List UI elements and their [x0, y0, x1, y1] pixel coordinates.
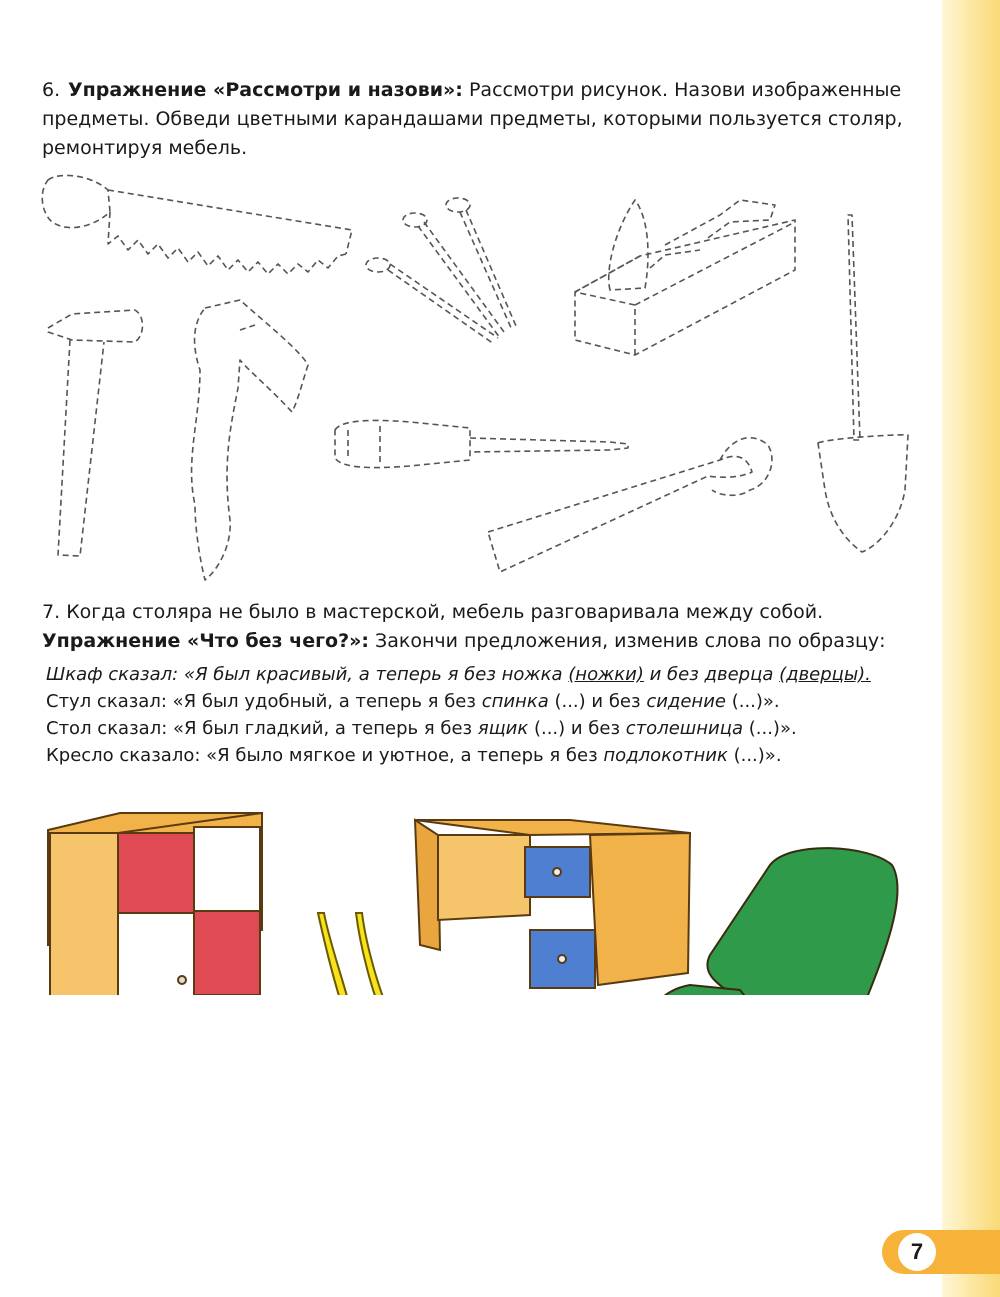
- sentence-chair-word-2: сидение: [646, 691, 726, 712]
- example-end: .: [865, 664, 871, 685]
- task-7-number: 7.: [42, 601, 61, 623]
- task-7-instruction: Закончи предложения, изменив слова по образцу:: [375, 630, 886, 652]
- example-answer-2: (дверцы): [779, 664, 866, 685]
- sentence-table-lead: Стол сказал: «Я был гладкий, а теперь я без: [46, 718, 473, 739]
- tools-illustration: [0, 160, 940, 590]
- decorative-side-band: [942, 0, 1000, 1297]
- sentence-armchair-lead: Кресло сказало: «Я было мягкое и уютное, а теперь я без: [46, 745, 598, 766]
- spade-outline: [818, 215, 908, 552]
- sentence-chair-word-1: спинка: [481, 691, 549, 712]
- example-mid: и без дверца: [649, 664, 774, 685]
- sentences-block: [46, 661, 926, 769]
- screwdriver-outline: [335, 420, 628, 467]
- task-6: [42, 76, 912, 163]
- example-sentence: [46, 661, 926, 688]
- task-7-title: Упражнение «Что без чего?»:: [42, 630, 369, 652]
- sentence-chair: [46, 688, 926, 715]
- sentence-chair-lead: Стул сказал: «Я был удобный, а теперь я без: [46, 691, 476, 712]
- cabinet-door-white-top: [194, 827, 260, 911]
- axe-outline: [192, 300, 308, 580]
- sentence-armchair-end: (...)».: [733, 745, 782, 766]
- task-7: [42, 598, 912, 656]
- example-answer-1: (ножки): [568, 664, 644, 685]
- cabinet: [48, 813, 262, 995]
- cabinet-door-red-top: [118, 833, 194, 913]
- saw-outline: [42, 175, 352, 274]
- task-7-intro: Когда столяра не было в мастерской, мебель разговаривала между собой.: [66, 601, 824, 623]
- sentence-armchair: [46, 742, 926, 769]
- pincers-outline: [488, 438, 772, 572]
- page-number: 7: [898, 1233, 936, 1271]
- sentence-chair-end: (...)».: [731, 691, 780, 712]
- furniture-scene: [0, 805, 940, 995]
- sentence-chair-mid: (...) и без: [554, 691, 641, 712]
- task-6-text: Рассмотри рисунок. Назови изображенные предметы. Обведи цветными карандашами предметы, которыми пользуется столяр, ремонтируя мебель.: [42, 79, 903, 159]
- hammer-outline: [48, 310, 143, 556]
- cabinet-door-red-mid: [194, 911, 260, 995]
- plane-outline: [575, 200, 795, 355]
- chair: [318, 913, 475, 995]
- sentence-armchair-word-1: подлокотник: [603, 745, 728, 766]
- example-lead: Шкаф сказал: «Я был красивый, а теперь я без ножка: [46, 664, 563, 685]
- task-6-title: Упражнение «Рассмотри и назови»:: [68, 79, 463, 101]
- desk: [415, 820, 690, 988]
- task-6-number: 6.: [42, 79, 61, 101]
- nails-outline: [366, 198, 516, 344]
- sentence-table-word-1: ящик: [477, 718, 529, 739]
- sentence-table-word-2: столешница: [625, 718, 743, 739]
- sentence-table: [46, 715, 926, 742]
- sentence-table-mid: (...) и без: [533, 718, 621, 739]
- sentence-table-end: (...)».: [748, 718, 797, 739]
